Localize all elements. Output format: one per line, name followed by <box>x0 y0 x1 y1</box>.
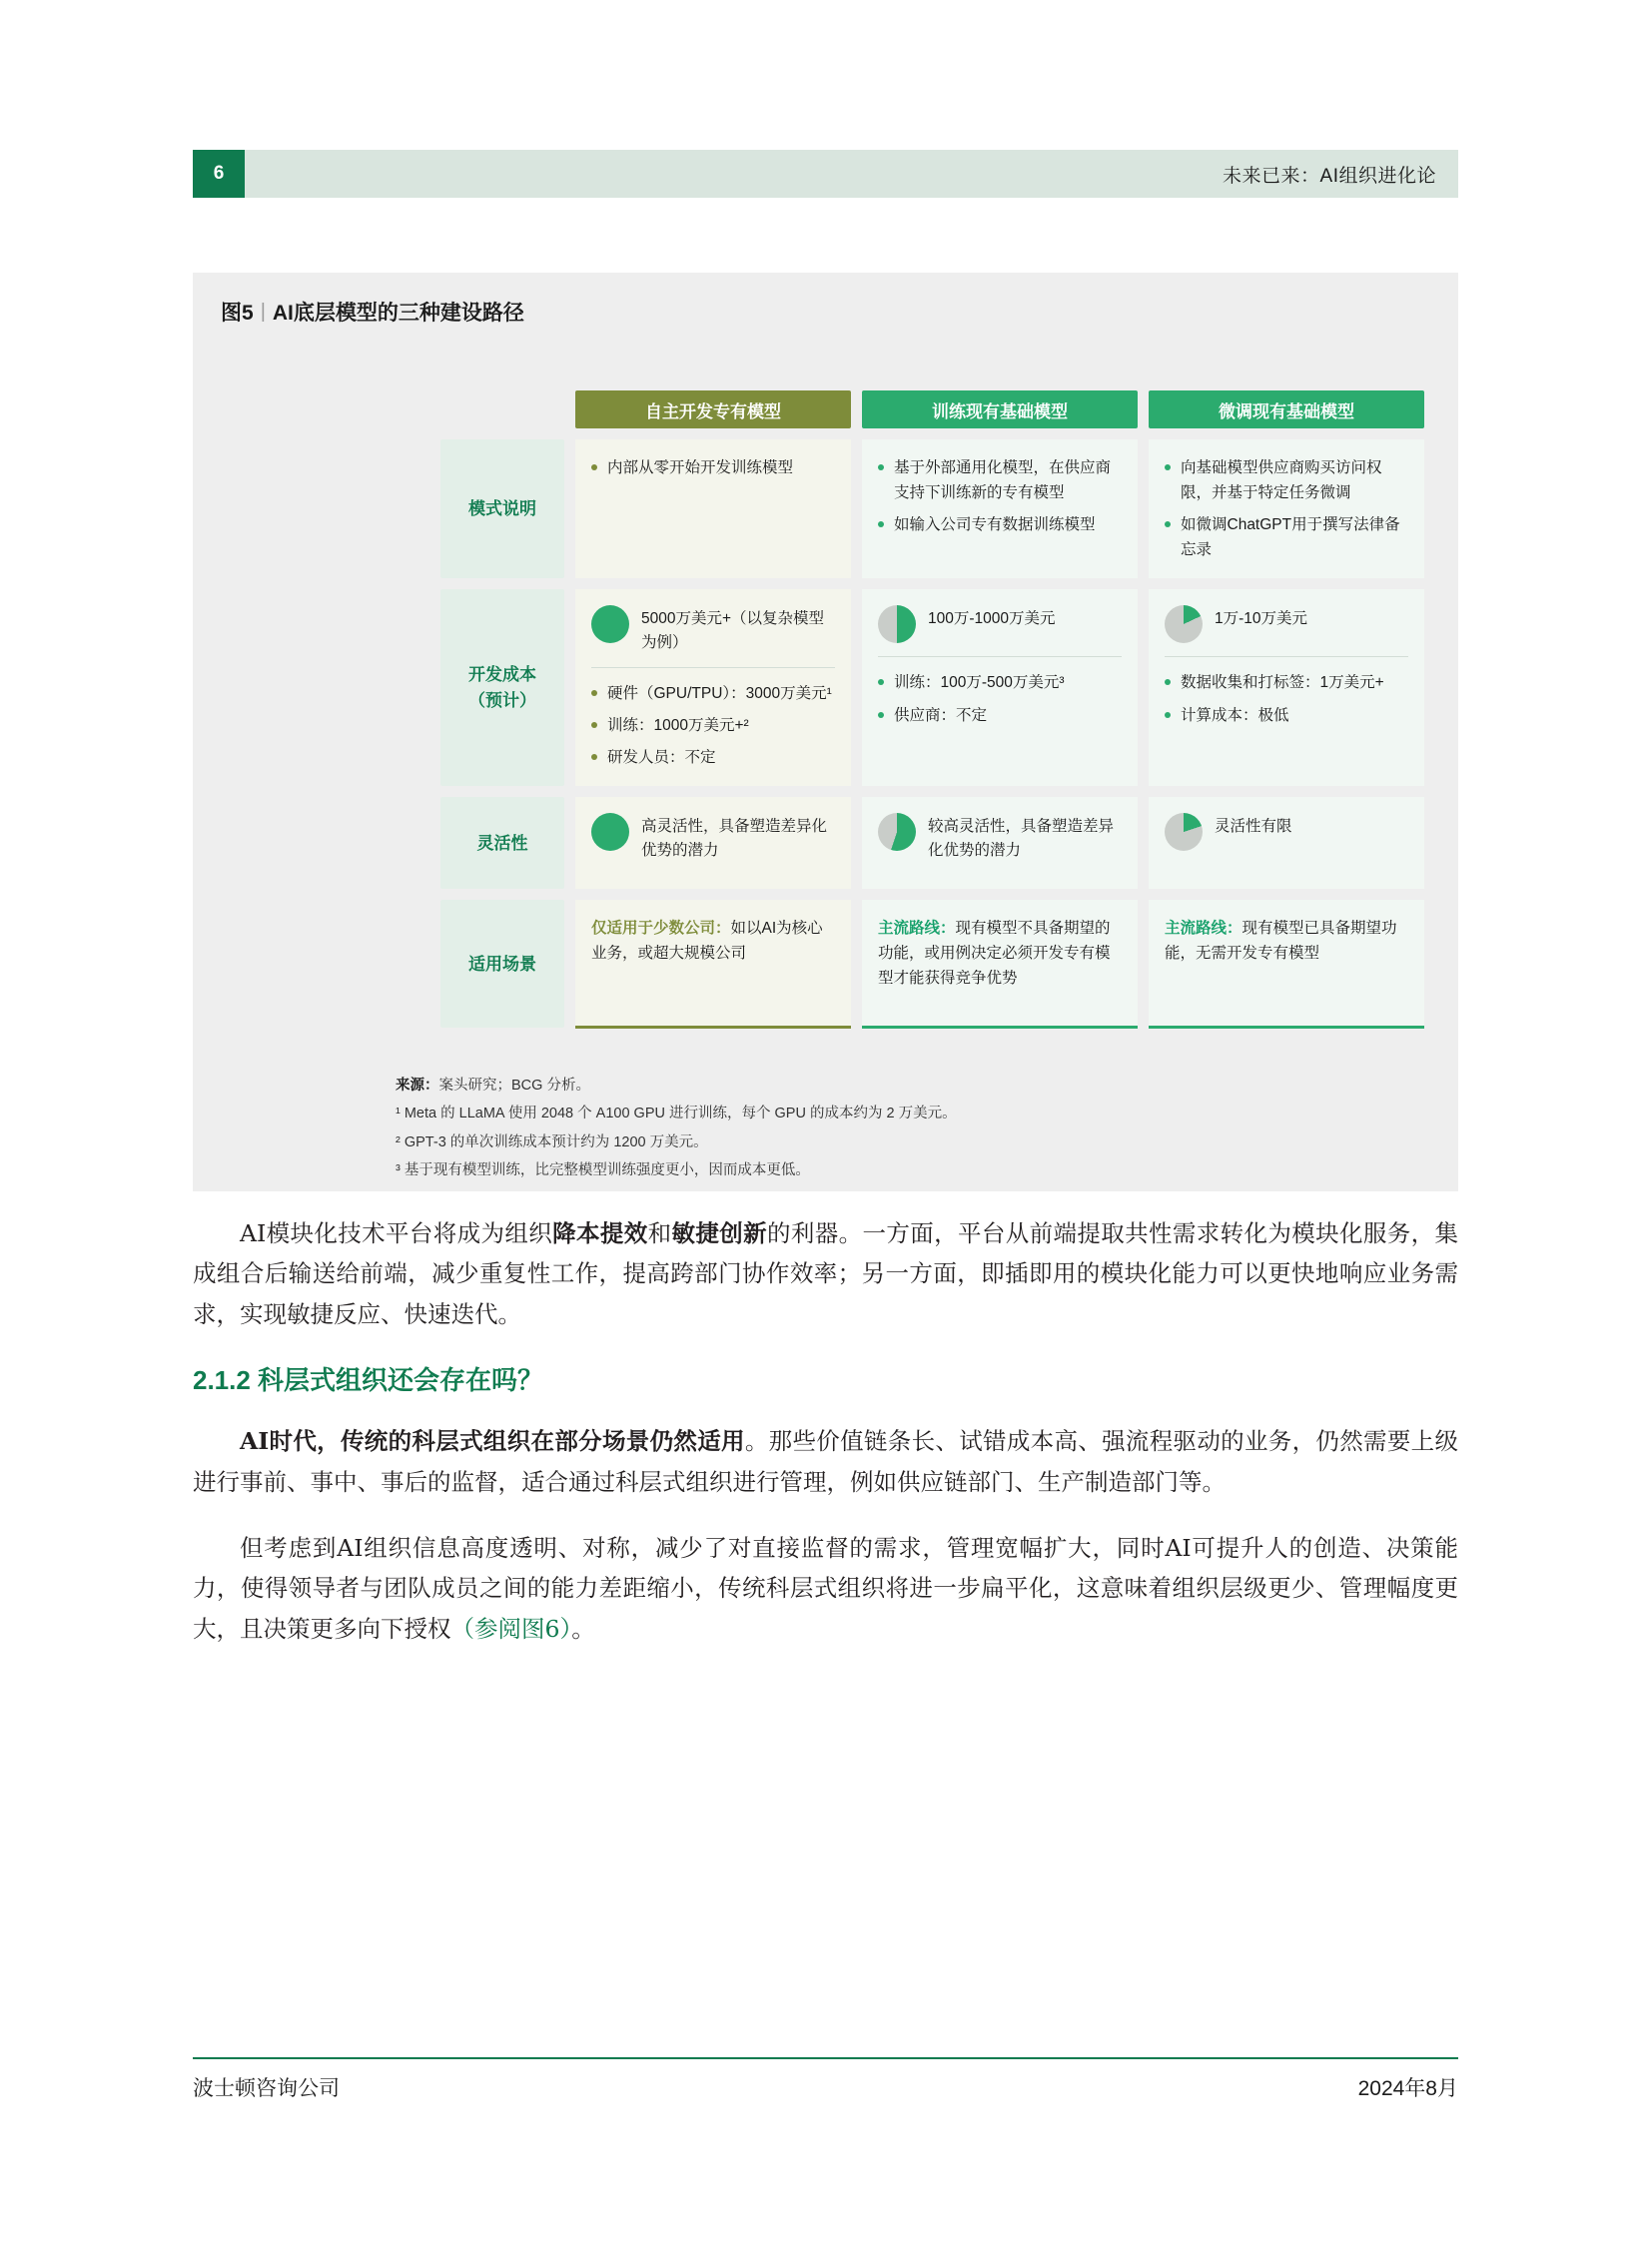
bullet: 如输入公司专有数据训练模型 <box>878 512 1122 537</box>
pie-label: 较高灵活性，具备塑造差异化优势的潜力 <box>928 818 1115 859</box>
page-footer <box>193 2072 1458 2102</box>
page-number-block <box>193 150 245 198</box>
row-label-usecase: 适用场景 <box>440 900 564 1028</box>
usecase-text: 现有模型已具备期望功能，无需开发专有模型 <box>1165 920 1397 963</box>
bullet: 向基础模型供应商购买访问权限，并基于特定任务微调 <box>1165 455 1408 505</box>
body-content <box>193 1213 1458 1675</box>
footer-date: 2024年8月 <box>1357 2077 1458 2100</box>
row-label-mode: 模式说明 <box>440 439 564 578</box>
cell-cost-2 <box>862 589 1138 786</box>
exhibit-figure-5 <box>193 273 1458 1191</box>
source-note-3: ³ 基于现有模型训练，比完整模型训练强度更小，因而成本更低。 <box>396 1161 810 1178</box>
bullet: 研发人员：不定 <box>591 745 835 770</box>
row-label-cost <box>440 589 564 786</box>
source-text: 案头研究；BCG 分析。 <box>438 1078 590 1094</box>
usecase-highlight: 主流路线： <box>1165 920 1242 938</box>
exhibit-tag: 图5 <box>221 302 254 325</box>
pie-with-label <box>591 605 835 654</box>
accent-bar <box>1149 1026 1424 1029</box>
pie-label: 1万-10万美元 <box>1215 610 1308 628</box>
cell-usecase-2 <box>862 900 1138 1028</box>
exhibit-column-headers <box>575 390 1435 428</box>
source-note-2: ² GPT-3 的单次训练成本预计约为 1200 万美元。 <box>396 1133 708 1150</box>
column-header-3: 微调现有基础模型 <box>1149 390 1424 428</box>
section-heading-2-1-2: 2.1.2 科层式组织还会存在吗？ <box>193 1365 544 1396</box>
bullet: 如微调ChatGPT用于撰写法律备忘录 <box>1165 512 1408 562</box>
cell-cost-3 <box>1149 589 1424 786</box>
usecase-highlight: 主流路线： <box>878 920 956 938</box>
divider <box>1165 656 1408 657</box>
paragraph-2 <box>193 1421 1458 1502</box>
row-label-flexibility: 灵活性 <box>440 797 564 889</box>
usecase-text: 如以AI为核心业务，或超大规模公司 <box>591 920 823 963</box>
para1-part2: 和 <box>647 1219 672 1247</box>
usecase-text: 现有模型不具备期望的功能，或用例决定必须开发专有模型才能获得竞争优势 <box>878 920 1111 988</box>
source-note-1: ¹ Meta 的 LLaMA 使用 2048 个 A100 GPU 进行训练，每个 GPU 的成本约为 2 万美元。 <box>396 1106 957 1122</box>
pie-with-label <box>1165 813 1408 851</box>
pie-chart-icon <box>1165 605 1203 643</box>
figure-reference: （参阅图6） <box>450 1614 572 1643</box>
para2-bold: AI时代，传统的科层式组织在部分场景仍然适用 <box>240 1427 745 1456</box>
source-label: 来源： <box>396 1078 439 1094</box>
bullet: 训练：100万-500万美元³ <box>878 670 1122 695</box>
row-label-cost-line2: （预计） <box>468 690 536 710</box>
pie-label: 高灵活性，具备塑造差异化优势的潜力 <box>641 818 828 859</box>
exhibit-heading <box>221 297 524 327</box>
pie-label: 5000万美元+（以复杂模型为例） <box>641 610 825 651</box>
bullet: 供应商：不定 <box>878 703 1122 728</box>
cell-flex-1 <box>575 797 851 889</box>
table-row <box>440 589 1435 786</box>
bullet: 基于外部通用化模型，在供应商支持下训练新的专有模型 <box>878 455 1122 505</box>
pie-chart-icon <box>591 605 629 643</box>
accent-bar <box>862 1026 1138 1029</box>
cell-mode-1 <box>575 439 851 578</box>
table-row <box>440 797 1435 889</box>
footer-divider <box>193 2057 1458 2059</box>
para1-bold1: 降本提效 <box>552 1219 648 1247</box>
para1-part3: 的利器。一方面，平台从前端提取共性需求转化为模块化服务，集成组合后输送给前端，减少重复性工作，提高跨部门协作效率；另一方面，即插即用的模块化能力可以更快地响应业务需求，实现敏捷反应、快速迭代。 <box>193 1219 1458 1328</box>
divider <box>591 667 835 668</box>
source-line <box>396 1072 1434 1100</box>
header-title-block <box>245 150 1458 198</box>
cell-mode-2 <box>862 439 1138 578</box>
pie-chart-icon <box>591 813 629 851</box>
table-row <box>440 900 1435 1028</box>
pie-chart-icon <box>1165 813 1203 851</box>
footer-company: 波士顿咨询公司 <box>193 2077 340 2100</box>
bullet: 数据收集和打标签：1万美元+ <box>1165 670 1408 695</box>
para3-part2: 。 <box>571 1614 595 1643</box>
cell-flex-3 <box>1149 797 1424 889</box>
exhibit-source <box>396 1072 1434 1184</box>
bullet: 硬件（GPU/TPU）：3000万美元¹ <box>591 681 835 706</box>
cell-usecase-1 <box>575 900 851 1028</box>
para3-part1: 但考虑到AI组织信息高度透明、对称，减少了对直接监督的需求，管理宽幅扩大，同时AI可提升人的创造、决策能力，使得领导者与团队成员之间的能力差距缩小，传统科层式组织将进一步扁平化，这意味着组织层级更少、管理幅度更大，且决策更多向下授权 <box>193 1534 1458 1643</box>
pie-with-label <box>878 605 1122 643</box>
bullet: 训练：1000万美元+² <box>591 713 835 738</box>
paragraph-3 <box>193 1528 1458 1649</box>
pie-with-label <box>591 813 835 862</box>
pie-label: 100万-1000万美元 <box>928 610 1056 628</box>
pie-with-label <box>878 813 1122 862</box>
bullet: 计算成本：极低 <box>1165 703 1408 728</box>
pie-chart-icon <box>878 605 916 643</box>
page-header <box>193 150 1458 198</box>
row-label-cost-line1: 开发成本 <box>468 665 536 685</box>
paragraph-1 <box>193 1213 1458 1334</box>
pie-chart-icon <box>878 813 916 851</box>
page-number: 6 <box>213 163 225 184</box>
column-header-1: 自主开发专有模型 <box>575 390 851 428</box>
divider <box>878 656 1122 657</box>
pie-with-label <box>1165 605 1408 643</box>
pie-label: 灵活性有限 <box>1215 818 1292 836</box>
para1-part1: AI模块化技术平台将成为组织 <box>240 1219 553 1247</box>
cell-flex-2 <box>862 797 1138 889</box>
para2-rest: 。那些价值链条长、试错成本高、强流程驱动的业务，仍然需要上级进行事前、事中、事后的监督，适合通过科层式组织进行管理，例如供应链部门、生产制造部门等。 <box>193 1427 1459 1496</box>
document-title: 未来已来：AI组织进化论 <box>1223 165 1436 187</box>
accent-bar <box>575 1026 851 1029</box>
cell-mode-3 <box>1149 439 1424 578</box>
para1-bold2: 敏捷创新 <box>671 1219 767 1247</box>
exhibit-grid <box>440 390 1435 1028</box>
cell-cost-1 <box>575 589 851 786</box>
exhibit-title: AI底层模型的三种建设路径 <box>272 302 524 325</box>
cell-usecase-3 <box>1149 900 1424 1028</box>
bullet: 内部从零开始开发训练模型 <box>591 455 835 480</box>
table-row <box>440 439 1435 578</box>
column-header-2: 训练现有基础模型 <box>862 390 1138 428</box>
usecase-highlight: 仅适用于少数公司： <box>591 920 731 938</box>
exhibit-separator: | <box>260 300 266 323</box>
